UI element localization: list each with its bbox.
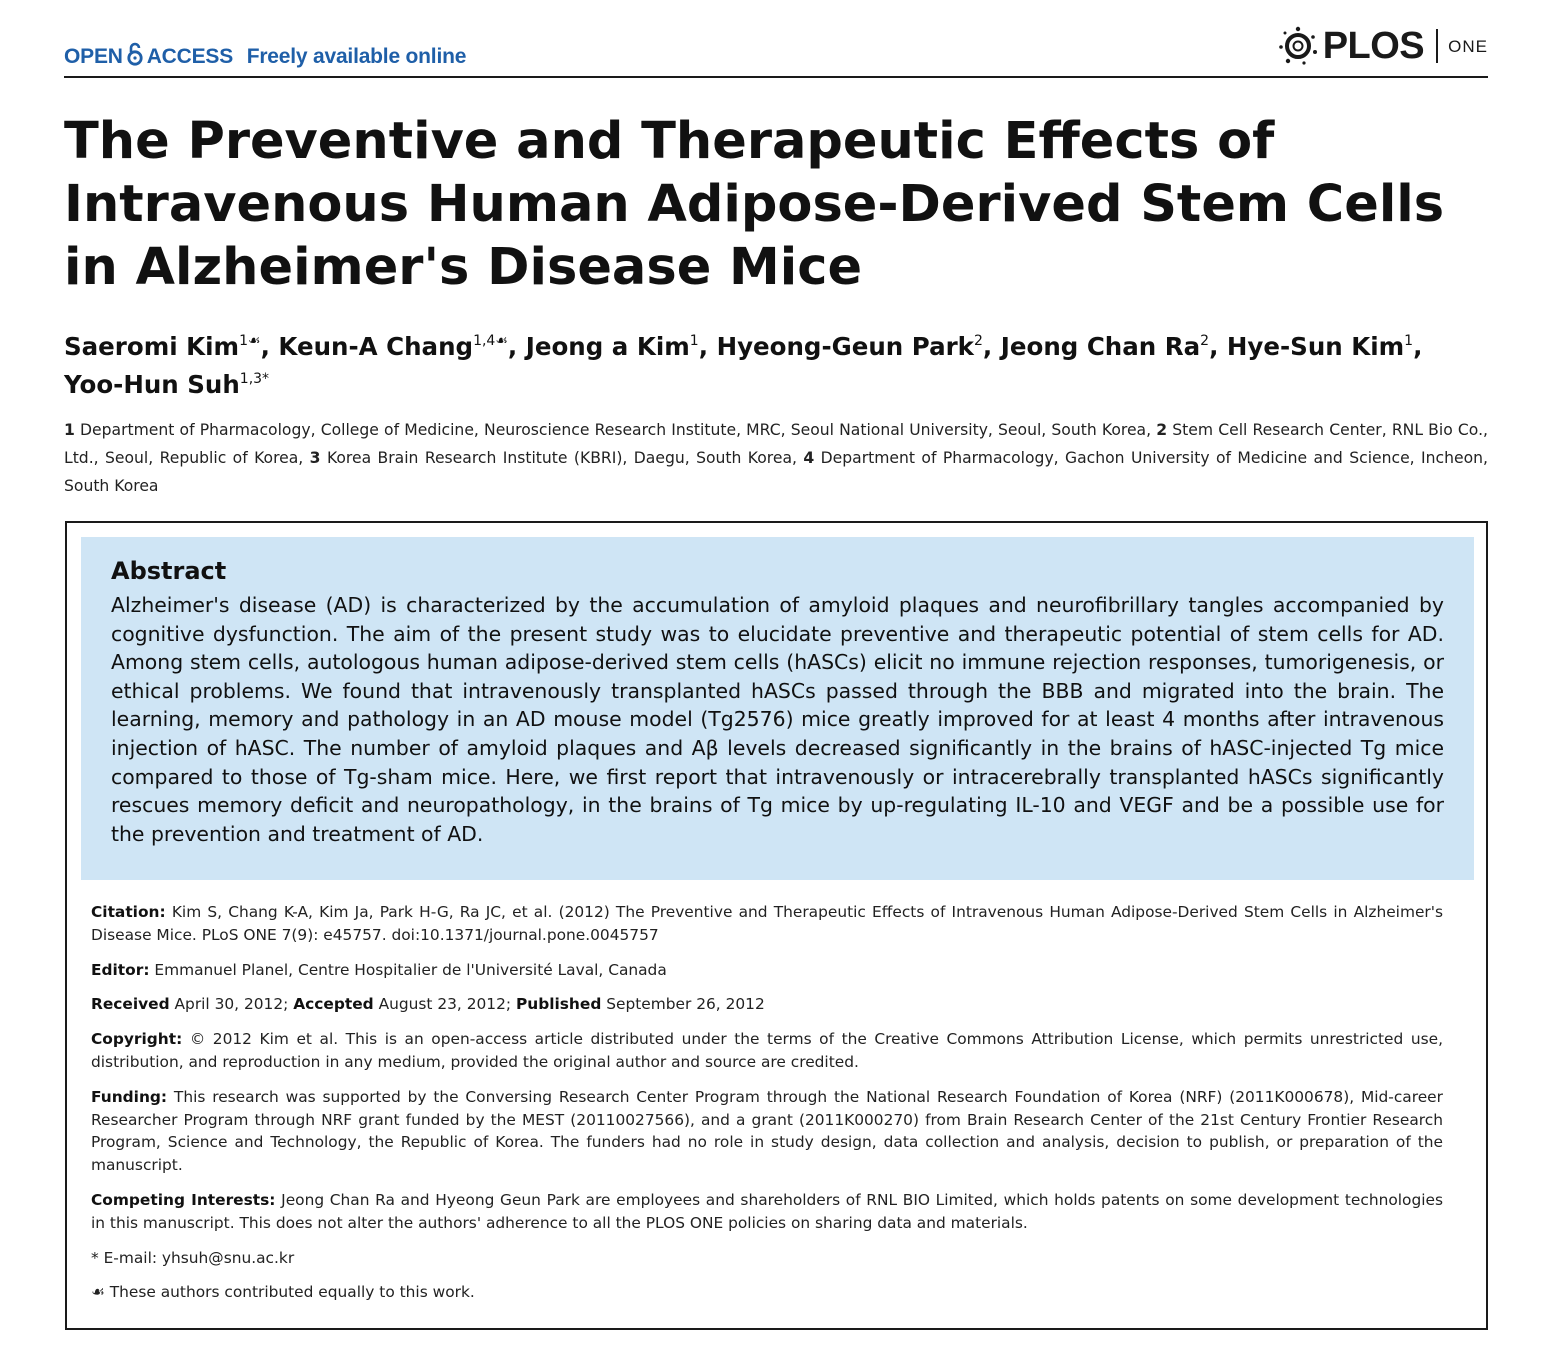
funding-text: This research was supported by the Conversing Research Center Program through the National Research Foundation of Korea (NRF) (2011K000678), Mid-career Researcher Program through NRF grant funded by the MEST (20110027566), and a grant (2011K000270) from Brain Research Center of the 21st Century Frontier Research Program, Science and Technology, the Republic of Korea. The funders had no role in study design, data collection and analysis, decision to publish, or preparation of the manuscript.	[91, 1087, 1443, 1175]
affiliation	[310, 449, 797, 467]
author-name: Saeromi Kim	[64, 332, 240, 361]
equal-contribution-text: These authors contributed equally to this work.	[109, 1283, 475, 1302]
competing-label: Competing Interests:	[91, 1190, 276, 1209]
author-name: Hye-Sun Kim	[1226, 332, 1405, 361]
author-affiliation-ref: 1,4	[473, 333, 496, 349]
editor-text: Emmanuel Planel, Centre Hospitalier de l'Université Laval, Canada	[154, 960, 667, 979]
author-affiliation-ref: 1	[1404, 333, 1414, 349]
accepted-label: Accepted	[293, 995, 374, 1014]
author-name: Jeong Chan Ra	[1000, 332, 1201, 361]
copyright-text: © 2012 Kim et al. This is an open-access article distributed under the terms of the Creative Commons Attribution License, which permits unrestricted use, distribution, and reproduction in any medium, provided the original author and source are credited.	[91, 1030, 1443, 1071]
affiliation-number: 1	[64, 421, 75, 439]
author	[64, 332, 278, 361]
author	[1001, 332, 1227, 361]
journal-name: PLOS	[1322, 24, 1425, 67]
journal-header	[64, 20, 1488, 78]
author	[717, 332, 1001, 361]
author-separator: ,	[982, 332, 1001, 361]
affiliation-text: Stem Cell Research Center, RNL Bio Co., Ltd., Seoul, Republic of Korea,	[64, 421, 1488, 467]
author-list	[64, 328, 1488, 404]
access-word: ACCESS	[146, 45, 234, 68]
abstract-box	[65, 521, 1488, 1330]
author	[1227, 332, 1422, 361]
citation	[91, 901, 1443, 947]
editor	[91, 959, 1443, 982]
author	[526, 332, 717, 361]
citation-label: Citation:	[91, 903, 166, 921]
affiliation-number: 3	[309, 449, 321, 467]
received-date: April 30, 2012;	[174, 995, 289, 1014]
author-affiliation-ref: 2	[1200, 333, 1210, 349]
author	[64, 370, 269, 399]
author-separator: ,	[1413, 332, 1423, 361]
open-access-lock-icon	[126, 42, 144, 72]
published-date: September 26, 2012	[606, 995, 765, 1014]
affiliation-text: Korea Brain Research Institute (KBRI), Daegu, South Korea,	[326, 449, 797, 467]
author-affiliation-ref: 1,3	[239, 371, 263, 387]
copyright-label: Copyright:	[91, 1030, 183, 1049]
abstract-text: Alzheimer's disease (AD) is characterized by the accumulation of amyloid plaques and neurofibrillary tangles accompanied by cognitive dysfunction. The aim of the present study was to elucidate preventive and therapeutic potential of stem cells for AD. Among stem cells, autologous human adipose-derived stem cells (hASCs) elicit no immune rejection responses, tumorigenesis, or ethical problems. We found that intravenously transplanted hASCs passed through the BBB and migrated into the brain. The learning, memory and pathology in an AD mouse model (Tg2576) mice greatly improved for at least 4 months after intravenous injection of hASC. The number of amyloid plaques and Aβ levels decreased significantly in the brains of hASC-injected Tg mice compared to those of Tg-sham mice. Here, we first report that intravenously or intracerebrally transplanted hASCs significantly rescues memory deficit and neuropathology, in the brains of Tg mice by up-regulating IL-10 and VEGF and be a possible use for the prevention and treatment of AD.	[111, 593, 1444, 846]
published-label: Published	[515, 995, 602, 1014]
open-access-banner	[64, 42, 466, 72]
author-separator: ,	[260, 332, 279, 361]
author-affiliation-ref: 1	[239, 333, 248, 349]
email	[91, 1247, 1443, 1270]
funding-label: Funding:	[91, 1087, 168, 1106]
author-separator: ,	[507, 332, 526, 361]
funding	[91, 1086, 1443, 1177]
equal-contribution	[91, 1281, 1443, 1304]
copyright	[91, 1028, 1443, 1074]
author-note-mark: *	[262, 371, 270, 387]
author-note-mark: ☙	[495, 333, 508, 349]
author-name: Jeong a Kim	[525, 332, 690, 361]
competing-interests	[91, 1189, 1443, 1235]
article-title: The Preventive and Therapeutic Effects of Intravenous Human Adipose-Derived Stem Cells in Alzheimer's Disease Mice	[64, 112, 1445, 297]
editor-label: Editor:	[91, 960, 150, 979]
dates	[91, 993, 1443, 1016]
plos-logo-icon	[1277, 25, 1319, 67]
citation-text: Kim S, Chang K-A, Kim Ja, Park H-G, Ra JC, et al. (2012) The Preventive and Therapeutic Effects of Intravenous Human Adipose-Derived Stem Cells in Alzheimer's Disease Mice. PLoS ONE 7(9): e45757. doi:10.1371/journal.pone.0045757	[91, 903, 1443, 944]
affiliation-number: 4	[803, 449, 815, 467]
equal-contribution-icon: ☙	[91, 1283, 105, 1302]
accepted-date: August 23, 2012;	[378, 995, 512, 1014]
author-separator: ,	[1209, 332, 1227, 361]
logo-divider	[1436, 29, 1438, 63]
article-metadata	[91, 901, 1443, 1316]
author-name: Keun-A Chang	[278, 332, 474, 361]
affiliation-text: Department of Pharmacology, College of Medicine, Neuroscience Research Institute, MRC, Seoul National University, Seoul, South Korea,	[80, 421, 1152, 439]
tagline: Freely available online	[246, 45, 467, 68]
author-affiliation-ref: 2	[973, 333, 983, 349]
author-name: Yoo-Hun Suh	[64, 370, 240, 399]
affiliation-text: Department of Pharmacology, Gachon University of Medicine and Science, Incheon, South Korea	[64, 449, 1488, 495]
email-text: * E-mail: yhsuh@snu.ac.kr	[91, 1248, 295, 1267]
journal-sub: ONE	[1448, 37, 1488, 56]
affiliations	[64, 416, 1488, 500]
affiliation-number: 2	[1156, 421, 1168, 439]
open-word: OPEN	[64, 45, 123, 68]
author-note-mark: ☙	[248, 333, 261, 349]
received-label: Received	[91, 995, 170, 1014]
abstract-panel	[81, 537, 1474, 880]
author	[278, 332, 525, 361]
author-separator: ,	[698, 332, 717, 361]
author-name: Hyeong-Geun Park	[716, 332, 974, 361]
affiliation	[64, 421, 1151, 439]
journal-logo	[1277, 22, 1488, 70]
author-affiliation-ref: 1	[689, 333, 699, 349]
competing-text: Jeong Chan Ra and Hyeong Geun Park are employees and shareholders of RNL BIO Limited, which holds patents on some development technologies in this manuscript. This does not alter the authors' adherence to all the PLOS ONE policies on sharing data and materials.	[91, 1190, 1443, 1232]
abstract-heading: Abstract	[111, 557, 227, 585]
